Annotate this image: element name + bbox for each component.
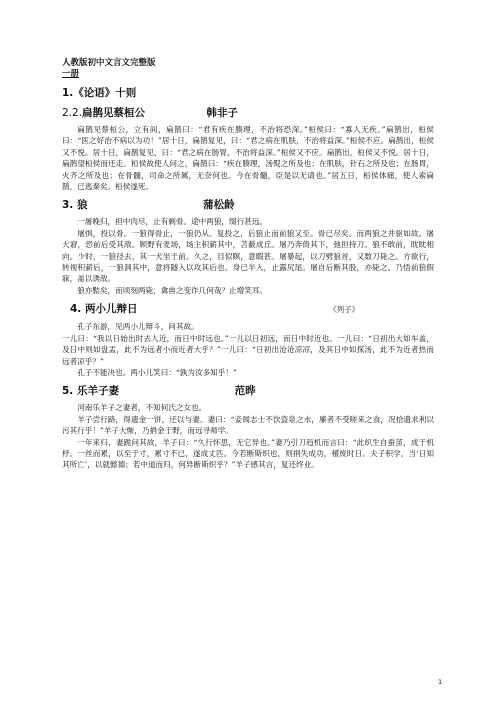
section-heading-3 — [62, 198, 434, 212]
section-author: 韩非子 — [206, 107, 238, 119]
section-number: 2.2. — [62, 107, 83, 119]
book-label: 一册 — [62, 69, 80, 79]
section-heading-1: 1.《论语》十则 — [62, 87, 137, 99]
paragraph: 一屠晚归，担中肉尽，止有剩骨。途中两狼，缀行甚远。 — [77, 217, 268, 227]
paragraph: 一年来归，妻跪问其故，羊子曰：“久行怀思，无它异也。”妻乃引刀趋机而言曰：“此织生自蚕茧，成于机杼。一丝而累，以至于寸，累寸不已，遂成丈匹。今若断斯织也，则捐失成功，稽废时日。夫子积学，当‘日知其所亡’，以就懿德；若中道而归，何异断斯织乎？”羊子感其言，复还终业。 — [62, 437, 434, 470]
paragraph: 扁鹊见蔡桓公，立有间，扁鹊曰：“君有疾在腠理，不治将恐深。”桓侯曰：“寡人无疾。”扁鹊出，桓侯曰：“医之好治不病以为功！”居十日，扁鹊复见，曰：“君之病在肌肤，不治将益深。”桓侯不应。扁鹊出，桓侯又不悦。居十日，扁鹊复见，曰：“君之病在肠胃，不治将益深。”桓侯又不应。扁鹊出，桓侯又不悦。居十日，扁鹊望桓侯而还走。桓侯故使人问之，扁鹊曰：“疾在腠理，汤熨之所及也；在肌肤，针石之所及也；在肠胃，火齐之所及也；在骨髓，司命之所属，无奈何也。今在骨髓，臣是以无请也。”居五日，桓侯体痛，使人索扁鹊，已逃秦矣。桓侯遂死。 — [62, 125, 434, 192]
section-number: 3. — [62, 199, 74, 212]
section-number: 5. — [62, 385, 74, 398]
page-number: 1 — [438, 678, 443, 686]
paragraph: 羊子尝行路，得遗金一饼，还以与妻。妻曰：“妾闻志士不饮盗泉之水，廉者不受嗟来之食，况拾遗求利以污其行乎！”羊子大惭，乃捐金于野，而远寻师学。 — [62, 414, 434, 436]
section-title: 扁鹊见蔡桓公 — [82, 107, 146, 119]
section-number: 4. — [70, 303, 82, 316]
section-source: 《列子》 — [329, 305, 360, 315]
section-heading-5 — [62, 384, 434, 398]
section-title: 乐羊子妻 — [76, 385, 119, 398]
section-heading-2 — [62, 106, 434, 120]
paragraph: 河南乐羊子之妻者，不知何氏之女也。 — [77, 403, 207, 413]
paragraph: 孔子不能决也。两小儿笑曰：“孰为汝多知乎！” — [77, 367, 237, 377]
paragraph: 屠惧，投以骨。一狼得骨止，一狼仍从。复投之，后狼止而前狼又至。骨已尽矣。而两狼之并驱如故。屠大窘，恐前后受其敌。顾野有麦场，场主积薪其中，苫蔽成丘。屠乃奔倚其下，弛担持刀。狼不敢前，眈眈相向。少时，一狼径去，其一犬坐于前。久之，目似瞑，意暇甚。屠暴起，以刀劈狼首，又数刀毙之。方欲行，转视积薪后，一狼洞其中，意将隧入以攻其后也。身已半入，止露尻尾。屠自后断其股，亦毙之。乃悟前狼假寐，盖以诱敌。 — [62, 228, 434, 284]
paragraph: 一儿曰：“我以日始出时去人近，而日中时远也。”一儿以日初远，而日中时近也。一儿曰：“日初出大如车盖，及日中则如盘盂，此不为远者小而近者大乎？”一儿曰：“日初出沧沧凉凉，及其日中如探汤，此不为近者热而远者凉乎？” — [62, 333, 434, 366]
page-content — [62, 58, 434, 471]
section-heading-4 — [70, 302, 434, 317]
paragraph: 狼亦黠矣，而顷刻两毙，禽兽之变诈几何哉？止增笑耳。 — [77, 285, 268, 295]
section-author: 蒲松龄 — [203, 199, 235, 212]
section-title: 两小儿辩日 — [84, 303, 138, 316]
paragraph: 孔子东游，见两小儿辩斗，问其故。 — [77, 322, 199, 332]
section-title: 狼 — [76, 199, 88, 212]
section-author: 范晔 — [234, 385, 256, 398]
document-title: 人教版初中文言文完整版 — [62, 58, 156, 68]
